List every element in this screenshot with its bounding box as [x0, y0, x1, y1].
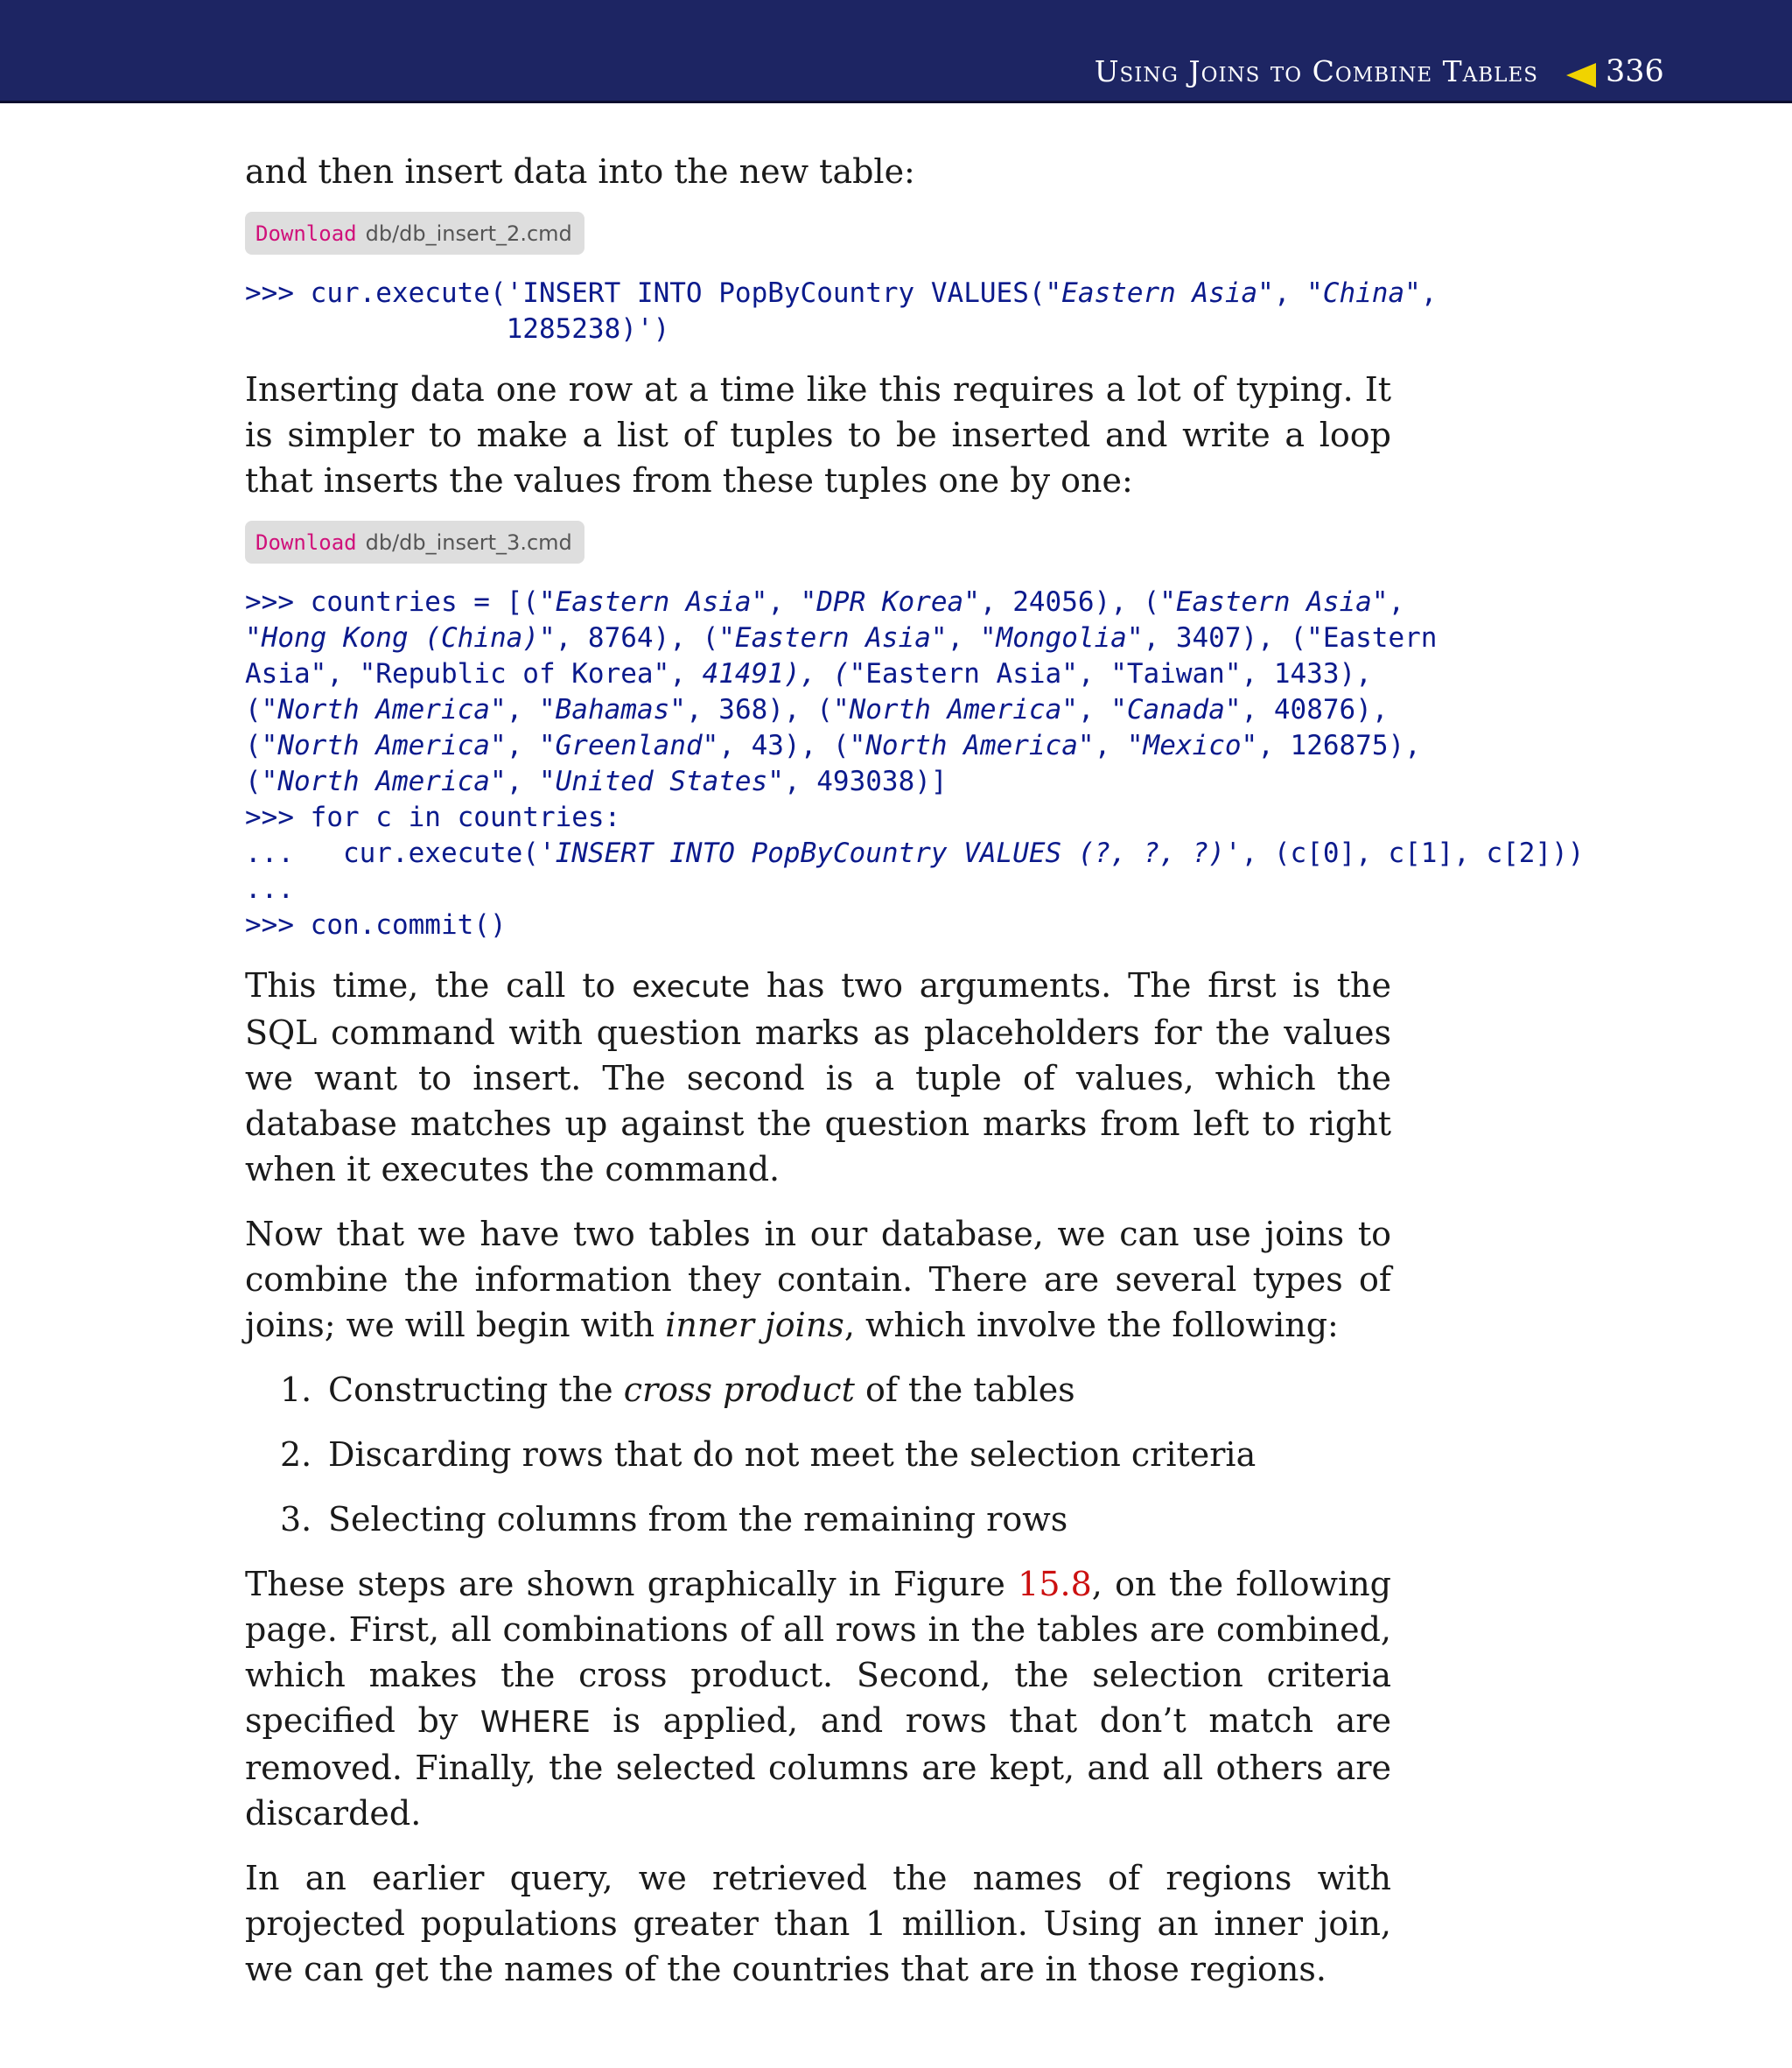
- figure-link[interactable]: 15.8: [1018, 1565, 1092, 1603]
- page-number: 336: [1606, 54, 1664, 89]
- download-label[interactable]: Download: [256, 530, 357, 555]
- paragraph-earlier-query: In an earlier query, we retrieved the names of regions with projected populations greater than 1 million. Using an inner join, we can get the names of the countries that are in those regions.: [245, 1859, 1391, 1988]
- list-item: 2. Discarding rows that do not meet the selection criteria: [280, 1435, 1256, 1474]
- paragraph-intro: and then insert data into the new table:: [245, 152, 915, 191]
- page-header: [0, 0, 1792, 103]
- paragraph-steps-explained: These steps are shown graphically in Figure 15.8, on the following page. First, all combinations of all rows in the tables are combined, which makes the cross product. Second, the selection criteria specified by WHERE is applied, and rows that don’t match are removed. Finally, the selected columns are kept, and all others are discarded.: [245, 1565, 1391, 1833]
- paragraph-execute-args: This time, the call to execute has two arguments. The first is the SQL command with question marks as placeholders for the values we want to insert. The second is a tuple of values, which the database matches up against the question marks from left to right when it executes the command.: [245, 966, 1391, 1188]
- list-item: 1. Constructing the cross product of the tables: [280, 1370, 1075, 1409]
- download-tag-1[interactable]: [245, 212, 1391, 255]
- download-label[interactable]: Download: [256, 221, 357, 246]
- paragraph-loop-intro: Inserting data one row at a time like this requires a lot of typing. It is simpler to make a list of tuples to be inserted and write a loop that inserts the values from these tuples one by one:: [245, 370, 1391, 500]
- back-arrow-icon[interactable]: [1566, 63, 1596, 88]
- list-item: 3. Selecting columns from the remaining rows: [280, 1500, 1068, 1539]
- inline-code-where: WHERE: [480, 1705, 591, 1740]
- term-inner-joins: inner joins: [665, 1306, 844, 1344]
- code-block-countries: >>> countries = [("Eastern Asia", "DPR Korea", 24056), ("Eastern Asia", "Hong Kong (China)", 8764), ("Eastern Asia", "Mongolia", 3407), ("Eastern Asia", "Republic of Korea", 41491), ("Eastern Asia", "Taiwan", 1433), ("North America", "Bahamas", 368), ("North America", "Canada", 40876), ("North America", "Greenland", 43), ("North America", "Mexico", 126875), ("North America", "United States", 493038)] >>> for c in countries: ... cur.execute('INSERT INTO PopByCountry VALUES (?, ?, ?)', (c[0], c[1], c[2])) ... >>> con.commit(): [245, 586, 1585, 941]
- join-steps-list: [245, 1367, 1391, 1542]
- page-content: [245, 149, 1585, 1992]
- download-tag-2[interactable]: [245, 521, 1391, 564]
- paragraph-joins-intro: Now that we have two tables in our database, we can use joins to combine the information they contain. There are several types of joins; we will begin with inner joins, which involve the following:: [245, 1215, 1391, 1344]
- chapter-title: Using Joins to Combine Tables: [1094, 54, 1538, 88]
- inline-code-execute: execute: [632, 970, 751, 1005]
- download-path[interactable]: db/db_insert_2.cmd: [365, 221, 572, 246]
- code-block-insert: >>> cur.execute('INSERT INTO PopByCountry VALUES("Eastern Asia", "China", 1285238)'): [245, 277, 1438, 345]
- download-path[interactable]: db/db_insert_3.cmd: [365, 530, 572, 555]
